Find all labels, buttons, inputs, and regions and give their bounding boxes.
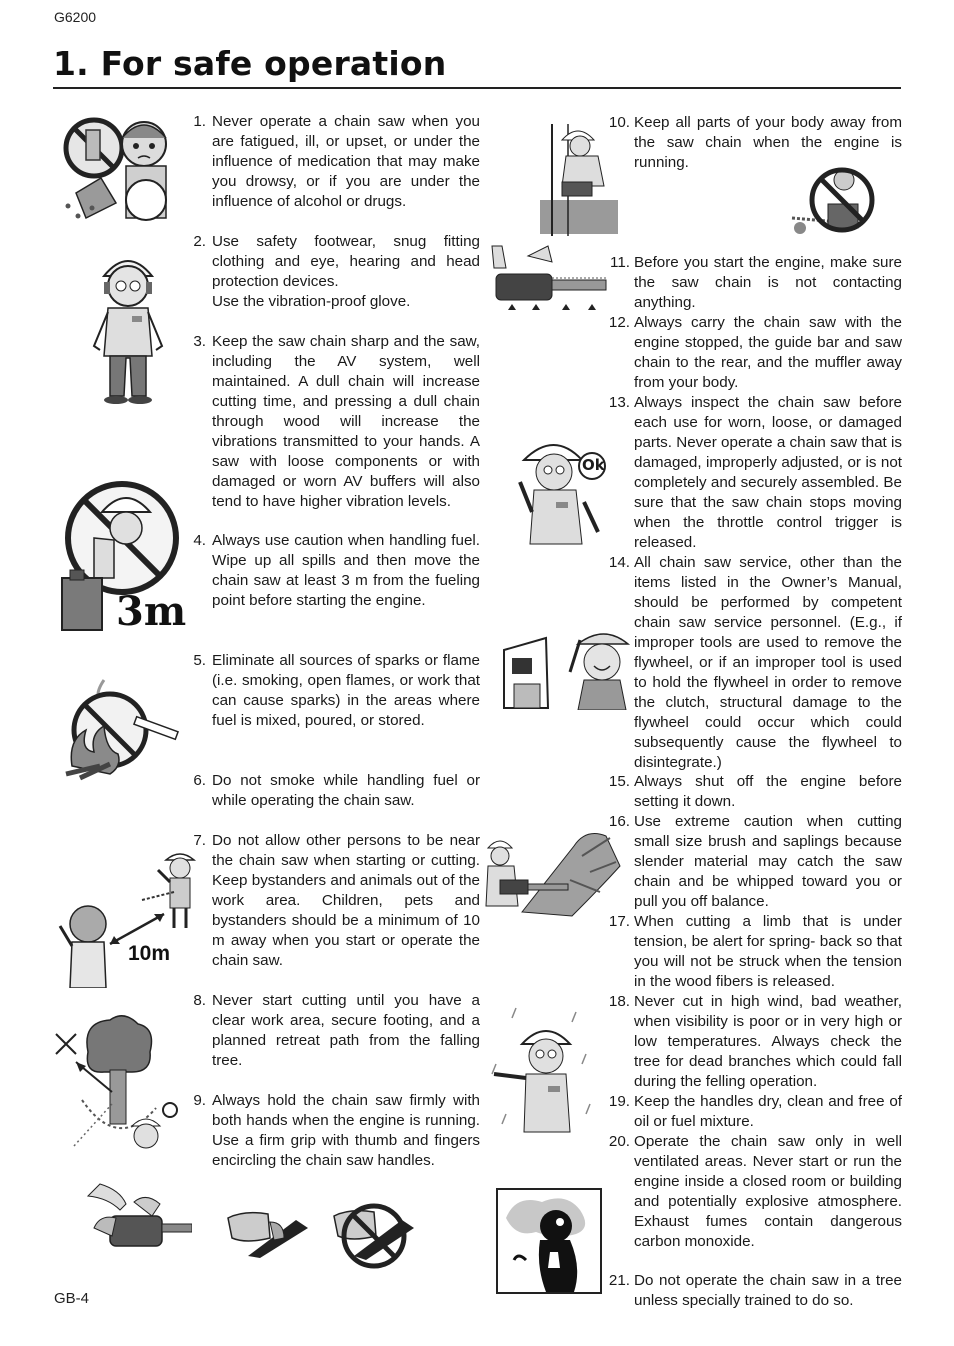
item-text-line: Use safety footwear, snug fitting clothing and eye, hearing and head protection devices. [212,233,480,290]
model-code: G6200 [54,9,97,25]
item-number: 8. [193,992,206,1009]
illustration-inspect-ok [514,432,606,550]
item-number: 13. [608,394,630,411]
item-text: Always use caution when handling fuel. Wipe up all spills and then move the chain saw at least 3 m from the fueling point before starting the engine. [212,532,480,609]
item-number: 6. [193,772,206,789]
item-text: Never operate a chain saw when you are fatigued, ill, or upset, or under the influence of medication that may make you drowsy, or if you are under the influence of alcohol or drugs. [212,113,480,210]
item-text: When cutting a limb that is under tension, be alert for spring- back so that you will not be struck when the tension in the wood fibers is released. [634,913,902,990]
item-text: Do not smoke while handling fuel or while operating the chain saw. [212,772,480,809]
item-text: Operate the chain saw only in well ventilated areas. Never start or run the engine inside a closed room or building and potentially explosive atmosphere. Exhaust fumes contain dangerous carbon monoxide. [634,1133,902,1250]
illustration-brush-cutting [482,826,622,926]
illustration-no-touch-chain [788,158,890,242]
item-text: Always hold the chain saw firmly with both hands when the engine is running. Use a firm grip with thumb and fingers encircling the chain saw handles. [212,1092,480,1169]
item-number: 2. [193,233,206,250]
item-number: 14. [608,554,630,571]
illustration-no-alcohol [56,108,186,233]
item-text: Use extreme caution when cutting small size brush and saplings because slender material may catch the saw chain and be whipped toward you or pull you off balance. [634,813,902,910]
illustration-body-away [540,120,620,240]
item-text: Keep all parts of your body away from the saw chain when the engine is running. [634,114,902,171]
illustration-correct-grip [224,1208,314,1258]
item-number: 19. [608,1093,630,1110]
item-text: Before you start the engine, make sure the saw chain is not contacting anything. [634,254,902,311]
illustration-no-fire [60,670,180,782]
illustration-grip-saw [80,1180,192,1262]
item-number: 10. [608,114,630,131]
page-number: GB-4 [54,1290,90,1307]
illustration-start-engine [488,238,608,314]
illustration-wrong-grip [328,1200,420,1270]
item-number: 12. [608,314,630,331]
illustration-bad-weather [486,1004,598,1140]
item-number: 17. [608,913,630,930]
item-number: 9. [193,1092,206,1109]
item-text: All chain saw service, other than the items listed in the Owner’s Manual, should be performed by competent chain saw service personnel. (E.g., if improper tools are used to remove the flywheel, or if an improper tool is used to hold the flywheel in order to remove the clutch, structural damage to the flywheel could occur which could subsequently cause the flywheel to disintegrate.) [634,554,902,771]
item-text: Keep the handles dry, clean and free of oil or fuel mixture. [634,1093,902,1130]
illustration-service-shop [500,628,636,710]
item-text: Do not allow other persons to be near the chain saw when starting or cutting. Keep bystanders and animals out of the work area. Children, pets and bystanders should be a minimum of 10 m away when you start or operate the chain saw. [212,832,480,969]
item-number: 4. [193,532,206,549]
item-number: 16. [608,813,630,830]
item-number: 11. [610,254,630,271]
ok-label: Ok [582,456,605,474]
illustration-protective-gear [88,246,168,406]
item-text: Never start cutting until you have a clear work area, secure footing, and a planned retreat path from the falling tree. [212,992,480,1069]
page-title: 1. For safe operation [53,44,447,83]
illustration-retreat-path [52,1012,188,1160]
title-rule [53,87,901,89]
item-text: Eliminate all sources of sparks or flame (i.e. smoking, open flames, or work that can cause sparks) in the areas where fuel is mixed, poured, or stored. [212,652,480,729]
item-text-line: Use the vibration-proof glove. [212,293,411,310]
item-text: Always carry the chain saw with the engine stopped, the guide bar and saw chain to the rear, and the muffler away from your body. [634,314,902,391]
distance-10m-label: 10m [128,942,171,965]
illustration-carbon-monoxide [496,1188,602,1294]
distance-3m-label: 3m [116,588,187,635]
item-number: 7. [193,832,206,849]
item-number: 21. [608,1272,630,1289]
item-text: Always shut off the engine before setting it down. [634,773,902,810]
item-number: 15. [608,773,630,790]
illustration-bystanders-10m [52,848,202,988]
item-number: 20. [608,1133,630,1150]
item-number: 3. [193,333,206,350]
item-text: Always inspect the chain saw before each use for worn, loose, or damaged parts. Never operate a chain saw that is damaged, improperly adjusted, or is not completely and securely assembled. Be sure that the saw chain stops moving when the throttle control trigger is released. [634,394,902,551]
item-number: 5. [193,652,206,669]
item-text: Do not operate the chain saw in a tree unless specially trained to do so. [634,1272,902,1309]
item-text: Keep the saw chain sharp and the saw, including the AV system, well maintained. A dull chain will increase cutting time, and pressing a dull chain through wood will increase the vibrations transmitted to your hands. A saw with loose components or with damaged or worn AV buffers will also tend to have higher vibration levels. [212,333,480,510]
item-number: 1. [193,113,206,130]
item-text: Never cut in high wind, bad weather, when visibility is poor or in very high or low temperatures. Always check the tree for dead branches which could fall during the felling operation. [634,993,902,1090]
item-text [212,232,480,312]
item-number: 18. [608,993,630,1010]
